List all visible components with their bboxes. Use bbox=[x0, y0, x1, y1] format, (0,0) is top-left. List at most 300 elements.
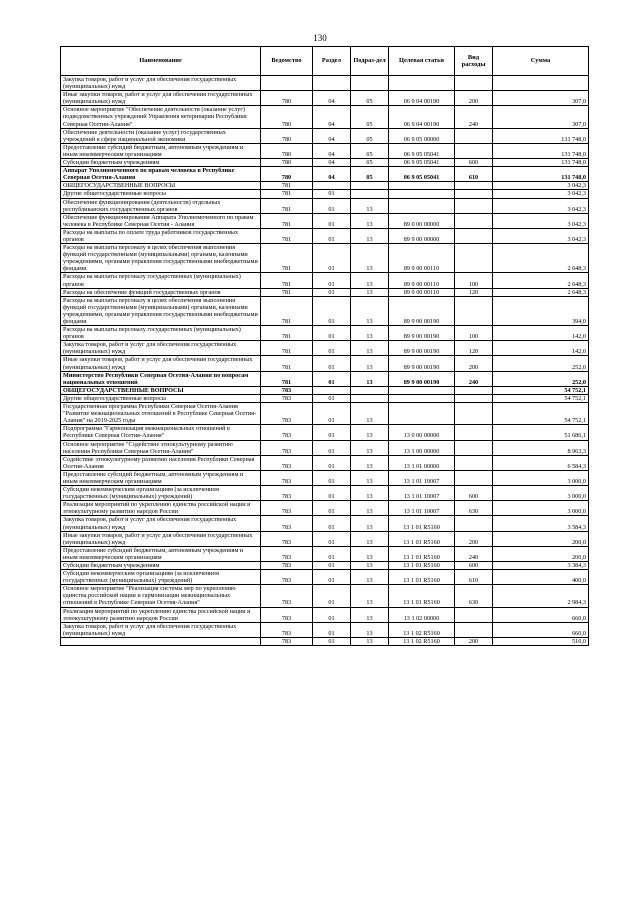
header-vid-rashodov: Вид расходы bbox=[455, 47, 493, 76]
row-vid-rashodov-cell: 200 bbox=[455, 531, 493, 546]
row-name-cell: Расходы на выплаты по оплате труда работников государственных органов bbox=[61, 228, 261, 243]
row-podrazdel-cell: 13 bbox=[351, 198, 389, 213]
row-razdel-cell: 04 bbox=[313, 106, 351, 128]
table-row bbox=[61, 562, 589, 570]
row-vedomstvo-cell: 781 bbox=[261, 273, 313, 288]
table-row bbox=[61, 470, 589, 485]
row-podrazdel-cell: 05 bbox=[351, 128, 389, 143]
row-summa-cell: 131 748,0 bbox=[493, 143, 589, 158]
row-celevaya-statya-cell: 13 1 01 R5160 bbox=[389, 531, 455, 546]
header-name: Наименование bbox=[61, 47, 261, 76]
row-vedomstvo-cell: 783 bbox=[261, 425, 313, 440]
header-razdel: Раздел bbox=[313, 47, 351, 76]
row-podrazdel-cell: 05 bbox=[351, 159, 389, 167]
row-podrazdel-cell: 13 bbox=[351, 622, 389, 637]
row-name-cell: Аппарат Уполномоченного по правам человека в Республике Северная Осетия-Алания bbox=[61, 167, 261, 182]
row-celevaya-statya-cell bbox=[389, 386, 455, 394]
row-name-cell: Основное мероприятие "Содействие этнокультурному развитию населения Республики Северная Осетия-Алания" bbox=[61, 440, 261, 455]
row-razdel-cell: 04 bbox=[313, 91, 351, 106]
header-vedomstvo: Ведомство bbox=[261, 47, 313, 76]
row-razdel-cell: 01 bbox=[313, 440, 351, 455]
row-razdel-cell: 01 bbox=[313, 296, 351, 325]
row-vedomstvo-cell: 783 bbox=[261, 585, 313, 607]
row-summa-cell: 3 000,0 bbox=[493, 486, 589, 501]
row-celevaya-statya-cell: 13 1 02 R5160 bbox=[389, 637, 455, 645]
table-row bbox=[61, 106, 589, 128]
row-celevaya-statya-cell: 89 9 00 00190 bbox=[389, 341, 455, 356]
row-vedomstvo-cell: 780 bbox=[261, 91, 313, 106]
row-vid-rashodov-cell bbox=[455, 440, 493, 455]
row-summa-cell: 252,0 bbox=[493, 356, 589, 371]
row-vedomstvo-cell: 783 bbox=[261, 546, 313, 561]
row-podrazdel-cell: 13 bbox=[351, 326, 389, 341]
row-podrazdel-cell: 13 bbox=[351, 516, 389, 531]
row-celevaya-statya-cell: 13 1 01 R5160 bbox=[389, 585, 455, 607]
row-vid-rashodov-cell: 200 bbox=[455, 91, 493, 106]
row-razdel-cell: 01 bbox=[313, 228, 351, 243]
row-vedomstvo-cell: 783 bbox=[261, 470, 313, 485]
row-vedomstvo-cell: 783 bbox=[261, 570, 313, 585]
row-vid-rashodov-cell bbox=[455, 198, 493, 213]
table-row bbox=[61, 607, 589, 622]
row-razdel-cell: 01 bbox=[313, 198, 351, 213]
table-row bbox=[61, 76, 589, 91]
row-vedomstvo-cell: 783 bbox=[261, 637, 313, 645]
row-vedomstvo-cell: 783 bbox=[261, 622, 313, 637]
row-razdel-cell bbox=[313, 76, 351, 91]
row-celevaya-statya-cell: 89 9 00 00190 bbox=[389, 371, 455, 386]
row-vid-rashodov-cell: 120 bbox=[455, 288, 493, 296]
row-vedomstvo-cell bbox=[261, 76, 313, 91]
row-vedomstvo-cell: 783 bbox=[261, 486, 313, 501]
row-vedomstvo-cell: 783 bbox=[261, 394, 313, 402]
row-name-cell: Закупка товаров, работ и услуг для обеспечения государственных (муниципальных) нужд bbox=[61, 341, 261, 356]
row-celevaya-statya-cell: 13 1 01 R5160 bbox=[389, 516, 455, 531]
row-name-cell: Обеспечение деятельности (оказание услуг) государственных учреждений в сфере национальной экономики bbox=[61, 128, 261, 143]
row-vedomstvo-cell: 781 bbox=[261, 182, 313, 190]
table-row bbox=[61, 501, 589, 516]
row-celevaya-statya-cell: 06 9 05 05041 bbox=[389, 143, 455, 158]
row-vedomstvo-cell: 781 bbox=[261, 296, 313, 325]
row-celevaya-statya-cell: 06 9 05 00000 bbox=[389, 128, 455, 143]
row-name-cell: Субсидии бюджетным учреждениям bbox=[61, 159, 261, 167]
table-row bbox=[61, 198, 589, 213]
row-name-cell: Закупка товаров, работ и услуг для обеспечения государственных (муниципальных) нужд bbox=[61, 76, 261, 91]
header-summa: Сумма bbox=[493, 47, 589, 76]
row-name-cell: Расходы на выплаты персоналу государственных (муниципальных) органов bbox=[61, 326, 261, 341]
row-vid-rashodov-cell bbox=[455, 403, 493, 425]
row-summa-cell: 3 042,3 bbox=[493, 228, 589, 243]
table-row bbox=[61, 341, 589, 356]
row-razdel-cell: 04 bbox=[313, 143, 351, 158]
row-podrazdel-cell: 13 bbox=[351, 425, 389, 440]
header-podrazdel: Подраз-дел bbox=[351, 47, 389, 76]
table-row bbox=[61, 440, 589, 455]
row-vedomstvo-cell: 783 bbox=[261, 562, 313, 570]
row-vid-rashodov-cell: 630 bbox=[455, 585, 493, 607]
table-row bbox=[61, 531, 589, 546]
row-vedomstvo-cell: 780 bbox=[261, 106, 313, 128]
row-vid-rashodov-cell: 120 bbox=[455, 341, 493, 356]
row-summa-cell: 3 000,0 bbox=[493, 470, 589, 485]
row-vid-rashodov-cell: 600 bbox=[455, 562, 493, 570]
table-row bbox=[61, 167, 589, 182]
row-summa-cell: 54 752,1 bbox=[493, 386, 589, 394]
row-name-cell: Предоставление субсидий бюджетным, автономным учреждениям и иным некоммерческим организациям bbox=[61, 546, 261, 561]
row-podrazdel-cell: 13 bbox=[351, 213, 389, 228]
row-vedomstvo-cell: 781 bbox=[261, 288, 313, 296]
row-razdel-cell: 01 bbox=[313, 501, 351, 516]
row-summa-cell: 3 042,3 bbox=[493, 182, 589, 190]
row-summa-cell: 3 042,3 bbox=[493, 190, 589, 198]
row-podrazdel-cell: 05 bbox=[351, 91, 389, 106]
row-name-cell: Иные закупки товаров, работ и услуг для обеспечения государственных (муниципальных) нужд bbox=[61, 531, 261, 546]
row-name-cell: Закупка товаров, работ и услуг для обеспечения государственных (муниципальных) нужд bbox=[61, 622, 261, 637]
row-summa-cell: 3 042,3 bbox=[493, 213, 589, 228]
row-razdel-cell: 01 bbox=[313, 273, 351, 288]
row-vid-rashodov-cell: 630 bbox=[455, 501, 493, 516]
row-celevaya-statya-cell: 13 1 01 R5160 bbox=[389, 570, 455, 585]
row-name-cell: Другие общегосударственные вопросы bbox=[61, 394, 261, 402]
row-vid-rashodov-cell bbox=[455, 296, 493, 325]
row-summa-cell: 2 984,3 bbox=[493, 585, 589, 607]
budget-table bbox=[60, 46, 589, 646]
row-podrazdel-cell: 13 bbox=[351, 341, 389, 356]
row-vid-rashodov-cell: 240 bbox=[455, 106, 493, 128]
row-summa-cell: 2 648,3 bbox=[493, 273, 589, 288]
row-celevaya-statya-cell: 13 0 00 00000 bbox=[389, 425, 455, 440]
row-razdel-cell: 01 bbox=[313, 546, 351, 561]
row-vid-rashodov-cell bbox=[455, 607, 493, 622]
row-celevaya-statya-cell: 89 9 00 00190 bbox=[389, 356, 455, 371]
row-razdel-cell: 01 bbox=[313, 570, 351, 585]
row-vid-rashodov-cell: 240 bbox=[455, 546, 493, 561]
row-podrazdel-cell: 13 bbox=[351, 356, 389, 371]
row-name-cell: Предоставление субсидий бюджетным, автономным учреждениям и иным некоммерческим организациям bbox=[61, 470, 261, 485]
row-razdel-cell bbox=[313, 386, 351, 394]
row-vedomstvo-cell: 781 bbox=[261, 244, 313, 273]
table-row bbox=[61, 637, 589, 645]
row-celevaya-statya-cell: 13 1 01 10007 bbox=[389, 501, 455, 516]
row-vid-rashodov-cell: 100 bbox=[455, 326, 493, 341]
row-podrazdel-cell: 13 bbox=[351, 486, 389, 501]
row-vid-rashodov-cell: 610 bbox=[455, 570, 493, 585]
row-celevaya-statya-cell: 06 9 05 05041 bbox=[389, 167, 455, 182]
row-vedomstvo-cell: 781 bbox=[261, 371, 313, 386]
table-row bbox=[61, 516, 589, 531]
row-podrazdel-cell: 13 bbox=[351, 546, 389, 561]
table-row bbox=[61, 546, 589, 561]
row-name-cell: ОБЩЕГОСУДАРСТВЕННЫЕ ВОПРОСЫ bbox=[61, 182, 261, 190]
row-summa-cell: 3 384,3 bbox=[493, 562, 589, 570]
row-celevaya-statya-cell: 89 9 00 00110 bbox=[389, 288, 455, 296]
row-vedomstvo-cell: 781 bbox=[261, 356, 313, 371]
row-vedomstvo-cell: 783 bbox=[261, 501, 313, 516]
table-row bbox=[61, 228, 589, 243]
row-name-cell: Обеспечение функционирования Аппарата Уполномоченного по правам человека в Республике Северная Осетия - Алания bbox=[61, 213, 261, 228]
row-vedomstvo-cell: 783 bbox=[261, 403, 313, 425]
row-summa-cell: 200,0 bbox=[493, 546, 589, 561]
row-vid-rashodov-cell: 600 bbox=[455, 159, 493, 167]
row-vedomstvo-cell: 783 bbox=[261, 440, 313, 455]
row-name-cell: Расходы на выплаты персоналу в целях обеспечения выполнения функций государственными (муниципальными) органами, казенными учреждениями, органами управления государственными внебюджетными фондами bbox=[61, 296, 261, 325]
row-vid-rashodov-cell bbox=[455, 213, 493, 228]
table-row bbox=[61, 570, 589, 585]
row-summa-cell: 3 000,0 bbox=[493, 501, 589, 516]
row-name-cell: Реализация мероприятий по укреплению единства российской нации и этнокультурному развитию народов России bbox=[61, 501, 261, 516]
table-row bbox=[61, 91, 589, 106]
row-name-cell: Содействие этнокультурному развитию населения Республики Северная Осетия-Алания bbox=[61, 455, 261, 470]
row-summa-cell: 142,0 bbox=[493, 326, 589, 341]
row-razdel-cell: 01 bbox=[313, 244, 351, 273]
row-vid-rashodov-cell: 610 bbox=[455, 167, 493, 182]
row-razdel-cell: 01 bbox=[313, 341, 351, 356]
table-row bbox=[61, 394, 589, 402]
row-razdel-cell: 01 bbox=[313, 622, 351, 637]
row-celevaya-statya-cell: 89 9 00 00190 bbox=[389, 296, 455, 325]
row-celevaya-statya-cell: 89 0 00 00000 bbox=[389, 213, 455, 228]
row-name-cell: Министерство Республики Северная Осетия-Алания по вопросам национальных отношений bbox=[61, 371, 261, 386]
row-name-cell: Подпрограмма "Гармонизация межнациональных отношений в Республике Северная Осетия-Алания" bbox=[61, 425, 261, 440]
row-summa-cell: 54 752,1 bbox=[493, 394, 589, 402]
row-podrazdel-cell bbox=[351, 394, 389, 402]
row-podrazdel-cell: 13 bbox=[351, 455, 389, 470]
table-row bbox=[61, 386, 589, 394]
row-name-cell: Субсидии некоммерческим организациям (за исключением государственных (муниципальных) учреждений) bbox=[61, 486, 261, 501]
row-razdel-cell bbox=[313, 182, 351, 190]
row-vedomstvo-cell: 781 bbox=[261, 326, 313, 341]
row-vid-rashodov-cell bbox=[455, 182, 493, 190]
row-vedomstvo-cell: 780 bbox=[261, 128, 313, 143]
row-razdel-cell: 01 bbox=[313, 394, 351, 402]
row-vedomstvo-cell: 781 bbox=[261, 228, 313, 243]
row-podrazdel-cell: 13 bbox=[351, 244, 389, 273]
row-celevaya-statya-cell bbox=[389, 182, 455, 190]
row-name-cell: Предоставление субсидий бюджетным, автономным учреждениям и иным некоммерческим организациям bbox=[61, 143, 261, 158]
row-celevaya-statya-cell: 13 1 01 00000 bbox=[389, 455, 455, 470]
row-vedomstvo-cell: 783 bbox=[261, 455, 313, 470]
row-vid-rashodov-cell: 200 bbox=[455, 356, 493, 371]
row-podrazdel-cell: 05 bbox=[351, 106, 389, 128]
row-name-cell: Расходы на выплаты персоналу в целях обеспечения выполнения функций государственными (муниципальными) органами, казенными учреждениями, органами управления государственными внебюджетными фондами bbox=[61, 244, 261, 273]
table-row bbox=[61, 273, 589, 288]
row-celevaya-statya-cell bbox=[389, 198, 455, 213]
row-summa-cell: 131 748,0 bbox=[493, 128, 589, 143]
row-summa-cell: 2 648,3 bbox=[493, 244, 589, 273]
table-row bbox=[61, 182, 589, 190]
row-summa-cell: 510,0 bbox=[493, 637, 589, 645]
row-celevaya-statya-cell: 89 9 00 00190 bbox=[389, 326, 455, 341]
row-celevaya-statya-cell: 89 9 00 00110 bbox=[389, 273, 455, 288]
row-vid-rashodov-cell bbox=[455, 76, 493, 91]
row-razdel-cell: 01 bbox=[313, 585, 351, 607]
row-name-cell: Иные закупки товаров, работ и услуг для обеспечения государственных (муниципальных) нужд bbox=[61, 356, 261, 371]
row-vid-rashodov-cell bbox=[455, 190, 493, 198]
table-row bbox=[61, 288, 589, 296]
row-summa-cell: 142,0 bbox=[493, 341, 589, 356]
row-vid-rashodov-cell bbox=[455, 516, 493, 531]
row-podrazdel-cell: 13 bbox=[351, 501, 389, 516]
row-celevaya-statya-cell: 06 9 04 00190 bbox=[389, 91, 455, 106]
row-podrazdel-cell bbox=[351, 182, 389, 190]
row-vedomstvo-cell: 781 bbox=[261, 341, 313, 356]
row-celevaya-statya-cell: 13 1 01 R5160 bbox=[389, 562, 455, 570]
row-summa-cell: 307,0 bbox=[493, 91, 589, 106]
row-summa-cell: 660,0 bbox=[493, 607, 589, 622]
table-row bbox=[61, 244, 589, 273]
table-row bbox=[61, 455, 589, 470]
row-celevaya-statya-cell: 89 9 00 00110 bbox=[389, 244, 455, 273]
table-row bbox=[61, 143, 589, 158]
row-name-cell: Государственная программа Республики Северная Осетия-Алания "Развитие межнациональных отношений в Республике Северная Осетия-Алания" на 2019-2025 годы bbox=[61, 403, 261, 425]
row-razdel-cell: 01 bbox=[313, 356, 351, 371]
row-vid-rashodov-cell bbox=[455, 128, 493, 143]
row-razdel-cell: 01 bbox=[313, 531, 351, 546]
row-podrazdel-cell: 13 bbox=[351, 637, 389, 645]
row-name-cell: Закупка товаров, работ и услуг для обеспечения государственных (муниципальных) нужд bbox=[61, 516, 261, 531]
row-podrazdel-cell bbox=[351, 190, 389, 198]
row-razdel-cell: 01 bbox=[313, 607, 351, 622]
row-vedomstvo-cell: 781 bbox=[261, 213, 313, 228]
row-summa-cell: 6 584,3 bbox=[493, 455, 589, 470]
row-celevaya-statya-cell: 06 9 05 05041 bbox=[389, 159, 455, 167]
row-celevaya-statya-cell bbox=[389, 76, 455, 91]
row-podrazdel-cell: 13 bbox=[351, 371, 389, 386]
row-name-cell: Расходы на обеспечение функций государственных органов bbox=[61, 288, 261, 296]
row-vedomstvo-cell: 780 bbox=[261, 143, 313, 158]
row-vid-rashodov-cell bbox=[455, 244, 493, 273]
table-row bbox=[61, 356, 589, 371]
row-podrazdel-cell: 13 bbox=[351, 228, 389, 243]
row-razdel-cell: 01 bbox=[313, 326, 351, 341]
row-vid-rashodov-cell: 240 bbox=[455, 371, 493, 386]
row-summa-cell bbox=[493, 76, 589, 91]
row-razdel-cell: 01 bbox=[313, 516, 351, 531]
row-vid-rashodov-cell: 600 bbox=[455, 486, 493, 501]
row-vedomstvo-cell: 780 bbox=[261, 159, 313, 167]
row-name-cell: Иные закупки товаров, работ и услуг для обеспечения государственных (муниципальных) нужд bbox=[61, 91, 261, 106]
row-razdel-cell: 01 bbox=[313, 562, 351, 570]
row-podrazdel-cell: 13 bbox=[351, 562, 389, 570]
row-vid-rashodov-cell bbox=[455, 386, 493, 394]
row-vid-rashodov-cell bbox=[455, 455, 493, 470]
row-razdel-cell: 01 bbox=[313, 637, 351, 645]
row-summa-cell: 3 584,3 bbox=[493, 516, 589, 531]
row-razdel-cell: 04 bbox=[313, 128, 351, 143]
row-celevaya-statya-cell: 13 1 01 10007 bbox=[389, 486, 455, 501]
row-summa-cell: 252,0 bbox=[493, 371, 589, 386]
row-vedomstvo-cell: 783 bbox=[261, 516, 313, 531]
table-row bbox=[61, 403, 589, 425]
row-summa-cell: 131 748,0 bbox=[493, 159, 589, 167]
row-name-cell: Реализация мероприятий по укреплению единства российской нации и этнокультурному развитию народов России bbox=[61, 607, 261, 622]
row-vedomstvo-cell: 780 bbox=[261, 167, 313, 182]
table-row bbox=[61, 296, 589, 325]
table-row bbox=[61, 425, 589, 440]
row-celevaya-statya-cell: 06 9 04 00190 bbox=[389, 106, 455, 128]
row-podrazdel-cell: 13 bbox=[351, 470, 389, 485]
row-summa-cell: 3 042,3 bbox=[493, 198, 589, 213]
table-header-row bbox=[61, 47, 589, 76]
row-vedomstvo-cell: 783 bbox=[261, 531, 313, 546]
row-name-cell: Расходы на выплаты персоналу государственных (муниципальных) органов bbox=[61, 273, 261, 288]
row-celevaya-statya-cell bbox=[389, 190, 455, 198]
table-row bbox=[61, 213, 589, 228]
row-podrazdel-cell: 13 bbox=[351, 288, 389, 296]
row-celevaya-statya-cell bbox=[389, 394, 455, 402]
row-vid-rashodov-cell: 100 bbox=[455, 273, 493, 288]
row-razdel-cell: 01 bbox=[313, 486, 351, 501]
row-name-cell: Другие общегосударственные вопросы bbox=[61, 190, 261, 198]
row-name-cell: Субсидии некоммерческим организациям (за исключением государственных (муниципальных) учреждений) bbox=[61, 570, 261, 585]
row-vid-rashodov-cell bbox=[455, 470, 493, 485]
row-razdel-cell: 01 bbox=[313, 425, 351, 440]
row-razdel-cell: 01 bbox=[313, 288, 351, 296]
row-podrazdel-cell bbox=[351, 76, 389, 91]
row-podrazdel-cell: 05 bbox=[351, 143, 389, 158]
page-number: 130 bbox=[313, 33, 327, 43]
table-row bbox=[61, 128, 589, 143]
row-name-cell: Основное мероприятие "Реализация системы мер по укреплению единства российской нации и гармонизации межнациональных отношений в Республике Северная Осетия-Алания" bbox=[61, 585, 261, 607]
row-vedomstvo-cell: 781 bbox=[261, 198, 313, 213]
row-podrazdel-cell: 13 bbox=[351, 440, 389, 455]
row-vid-rashodov-cell bbox=[455, 228, 493, 243]
row-summa-cell: 54 752,1 bbox=[493, 403, 589, 425]
table-row bbox=[61, 371, 589, 386]
row-podrazdel-cell: 13 bbox=[351, 296, 389, 325]
row-vedomstvo-cell: 781 bbox=[261, 190, 313, 198]
row-vid-rashodov-cell bbox=[455, 394, 493, 402]
row-podrazdel-cell: 13 bbox=[351, 273, 389, 288]
row-vid-rashodov-cell bbox=[455, 622, 493, 637]
row-razdel-cell: 01 bbox=[313, 213, 351, 228]
row-summa-cell: 307,0 bbox=[493, 106, 589, 128]
row-razdel-cell: 04 bbox=[313, 159, 351, 167]
row-celevaya-statya-cell: 89 9 00 00000 bbox=[389, 228, 455, 243]
row-summa-cell: 660,0 bbox=[493, 622, 589, 637]
row-vid-rashodov-cell bbox=[455, 425, 493, 440]
table-row bbox=[61, 326, 589, 341]
row-razdel-cell: 01 bbox=[313, 403, 351, 425]
row-celevaya-statya-cell: 13 1 01 10007 bbox=[389, 470, 455, 485]
row-vid-rashodov-cell bbox=[455, 143, 493, 158]
row-summa-cell: 400,0 bbox=[493, 570, 589, 585]
row-name-cell bbox=[61, 637, 261, 645]
row-celevaya-statya-cell: 13 1 02 R5160 bbox=[389, 622, 455, 637]
row-celevaya-statya-cell: 13 1 00 00000 bbox=[389, 440, 455, 455]
row-podrazdel-cell: 13 bbox=[351, 403, 389, 425]
row-podrazdel-cell bbox=[351, 386, 389, 394]
row-razdel-cell: 01 bbox=[313, 190, 351, 198]
row-razdel-cell: 01 bbox=[313, 470, 351, 485]
row-podrazdel-cell: 05 bbox=[351, 167, 389, 182]
row-vid-rashodov-cell: 200 bbox=[455, 637, 493, 645]
row-name-cell: Обеспечение функционирования (деятельности) отдельных республиканских государственных органов bbox=[61, 198, 261, 213]
row-podrazdel-cell: 13 bbox=[351, 570, 389, 585]
row-razdel-cell: 01 bbox=[313, 371, 351, 386]
row-summa-cell: 8 963,3 bbox=[493, 440, 589, 455]
row-summa-cell: 51 686,1 bbox=[493, 425, 589, 440]
row-razdel-cell: 01 bbox=[313, 455, 351, 470]
table-row bbox=[61, 622, 589, 637]
row-celevaya-statya-cell: 13 1 01 R5160 bbox=[389, 546, 455, 561]
table-body bbox=[61, 76, 589, 646]
row-name-cell: Субсидии бюджетным учреждениям bbox=[61, 562, 261, 570]
row-summa-cell: 394,0 bbox=[493, 296, 589, 325]
row-podrazdel-cell: 13 bbox=[351, 607, 389, 622]
row-summa-cell: 2 648,3 bbox=[493, 288, 589, 296]
row-name-cell: ОБЩЕГОСУДАРСТВЕННЫЕ ВОПРОСЫ bbox=[61, 386, 261, 394]
